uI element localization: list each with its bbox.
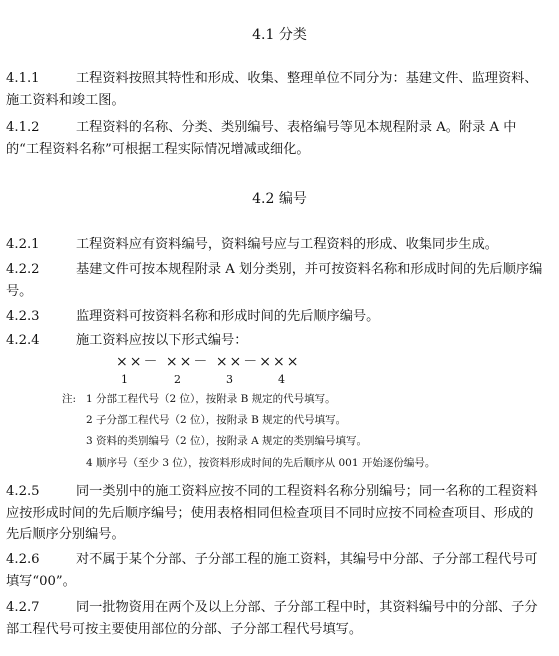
code-segment-number: 2 bbox=[174, 373, 181, 386]
clause-4-2-7 bbox=[6, 597, 546, 640]
note-item: 1 分部工程代号（2 位），按附录 B 规定的代号填写。 bbox=[86, 393, 336, 405]
clause-text: 施工资料应按以下形式编号： bbox=[76, 333, 248, 348]
clause-number: 4.2.1 bbox=[6, 237, 40, 252]
clause-text: 对不属于某个分部、子分部工程的施工资料，其编号中分部、子分部工程代号可填写“00”。 bbox=[6, 552, 538, 589]
clause-number: 4.2.4 bbox=[6, 333, 40, 348]
section-title-4-2: 4.2 编号 bbox=[252, 191, 307, 207]
section-title-4-1: 4.1 分类 bbox=[252, 27, 307, 43]
clause-4-1-2 bbox=[6, 117, 546, 160]
clause-number: 4.2.3 bbox=[6, 309, 40, 324]
note-item: 4 顺序号（至少 3 位），按资料形成时间的先后顺序从 001 开始逐份编号。 bbox=[86, 457, 436, 469]
clause-number: 4.2.7 bbox=[6, 600, 40, 615]
clause-number: 4.2.2 bbox=[6, 262, 40, 277]
clause-number: 4.1.2 bbox=[6, 120, 40, 135]
code-segment-number: 3 bbox=[226, 373, 233, 386]
clause-text: 基建文件可按本规程附录 A 划分类别，并可按资料名称和形成时间的先后顺序编号。 bbox=[6, 262, 543, 299]
code-format-pattern: ××－ ××－ ××－××× bbox=[116, 354, 301, 370]
clause-4-2-4 bbox=[6, 330, 546, 352]
note-label: 注: bbox=[62, 393, 77, 405]
note-item: 2 子分部工程代号（2 位），按附录 B 规定的代号填写。 bbox=[86, 414, 347, 426]
clause-number: 4.2.5 bbox=[6, 484, 40, 499]
clause-number: 4.2.6 bbox=[6, 552, 40, 567]
code-segment-number: 4 bbox=[278, 373, 285, 386]
clause-4-2-3 bbox=[6, 306, 546, 328]
clause-text: 工程资料按照其特性和形成、收集、整理单位不同分为：基建文件、监理资料、施工资料和竣工图。 bbox=[6, 71, 538, 108]
clause-text: 工程资料应有资料编号，资料编号应与工程资料的形成、收集同步生成。 bbox=[76, 237, 498, 252]
clause-text: 同一批物资用在两个及以上分部、子分部工程中时，其资料编号中的分部、子分部工程代号可按主要使用部位的分部、子分部工程代号填写。 bbox=[6, 600, 538, 637]
clause-text: 工程资料的名称、分类、类别编号、表格编号等见本规程附录 A。附录 A 中的“工程资料名称”可根据工程实际情况增减或细化。 bbox=[6, 120, 517, 157]
clause-4-2-5 bbox=[6, 481, 546, 546]
clause-text: 监理资料可按资料名称和形成时间的先后顺序编号。 bbox=[76, 309, 380, 324]
clause-4-1-1 bbox=[6, 68, 546, 111]
note-item: 3 资料的类别编号（2 位），按附录 A 规定的类别编号填写。 bbox=[86, 435, 368, 447]
clause-4-2-1 bbox=[6, 234, 546, 256]
clause-text: 同一类别中的施工资料应按不同的工程资料名称分别编号；同一名称的工程资料应按形成时间的先后顺序编号；使用表格相同但检查项目不同时应按不同检查项目、形成的先后顺序分别编号。 bbox=[6, 484, 538, 542]
clause-number: 4.1.1 bbox=[6, 71, 40, 86]
clause-4-2-2 bbox=[6, 259, 546, 302]
code-segment-number: 1 bbox=[121, 373, 128, 386]
clause-4-2-6 bbox=[6, 549, 546, 592]
